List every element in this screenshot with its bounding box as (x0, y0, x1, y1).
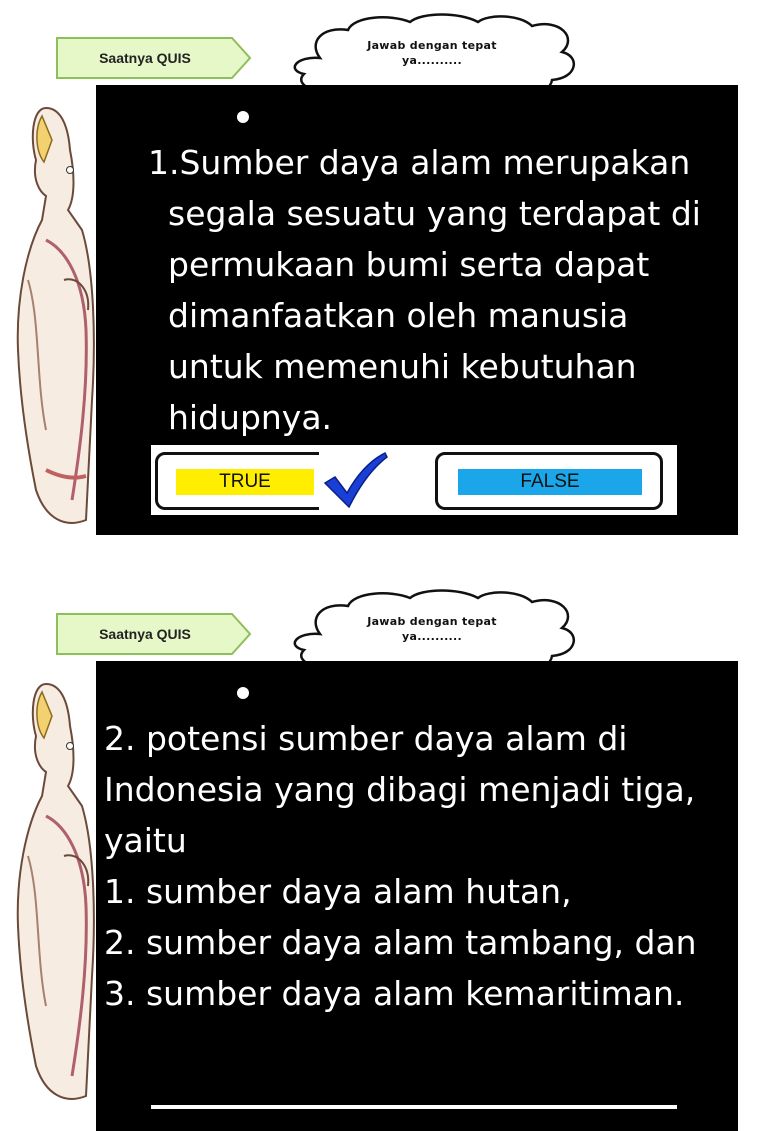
bullet-dot (237, 687, 249, 699)
cloud-instruction (322, 614, 542, 644)
question-panel (96, 661, 738, 1131)
answer-options (151, 445, 677, 515)
true-option[interactable] (155, 452, 331, 510)
question-line: segala sesuatu yang terdapat di (168, 194, 701, 233)
question-text (104, 713, 734, 1019)
quiz-slide-1 (0, 0, 768, 540)
question-line: yaitu (104, 821, 187, 860)
quiz-slide-2 (0, 576, 768, 1116)
question-line: 1. sumber daya alam hutan, (104, 872, 572, 911)
question-line: untuk memenuhi kebutuhan (168, 347, 637, 386)
answer-strip-edge (151, 1105, 677, 1109)
true-label: TRUE (176, 469, 314, 495)
bullet-dot (237, 111, 249, 123)
cloud-line-2: ya.......... (402, 54, 462, 67)
question-text (148, 137, 728, 443)
question-line: permukaan bumi serta dapat (168, 245, 650, 284)
cloud-line-1: Jawab dengan tepat (367, 39, 497, 52)
quiz-tag-label: Saatnya QUIS (99, 626, 191, 642)
cloud-line-2: ya.......... (402, 630, 462, 643)
small-bullet (66, 742, 74, 750)
cartoon-figure (6, 100, 102, 530)
cloud-line-1: Jawab dengan tepat (367, 615, 497, 628)
question-line: 3. sumber daya alam kemaritiman. (104, 974, 685, 1013)
checkmark-icon (319, 449, 391, 511)
question-line: dimanfaatkan oleh manusia (168, 296, 629, 335)
cartoon-figure-icon (6, 676, 102, 1106)
quiz-tag-label: Saatnya QUIS (99, 50, 191, 66)
cartoon-figure-icon (6, 100, 102, 530)
checkmark (319, 449, 391, 511)
question-panel (96, 85, 738, 535)
small-bullet (66, 166, 74, 174)
quiz-tag (56, 613, 252, 655)
cloud-instruction (322, 38, 542, 68)
cartoon-figure (6, 676, 102, 1106)
question-line: 2. potensi sumber daya alam di (104, 719, 628, 758)
question-line: Indonesia yang dibagi menjadi tiga, (104, 770, 696, 809)
question-line: hidupnya. (168, 398, 333, 437)
question-line: 1.Sumber daya alam merupakan (148, 143, 691, 182)
question-line: 2. sumber daya alam tambang, dan (104, 923, 697, 962)
quiz-tag (56, 37, 252, 79)
false-label: FALSE (458, 469, 642, 495)
false-option[interactable] (435, 452, 663, 510)
